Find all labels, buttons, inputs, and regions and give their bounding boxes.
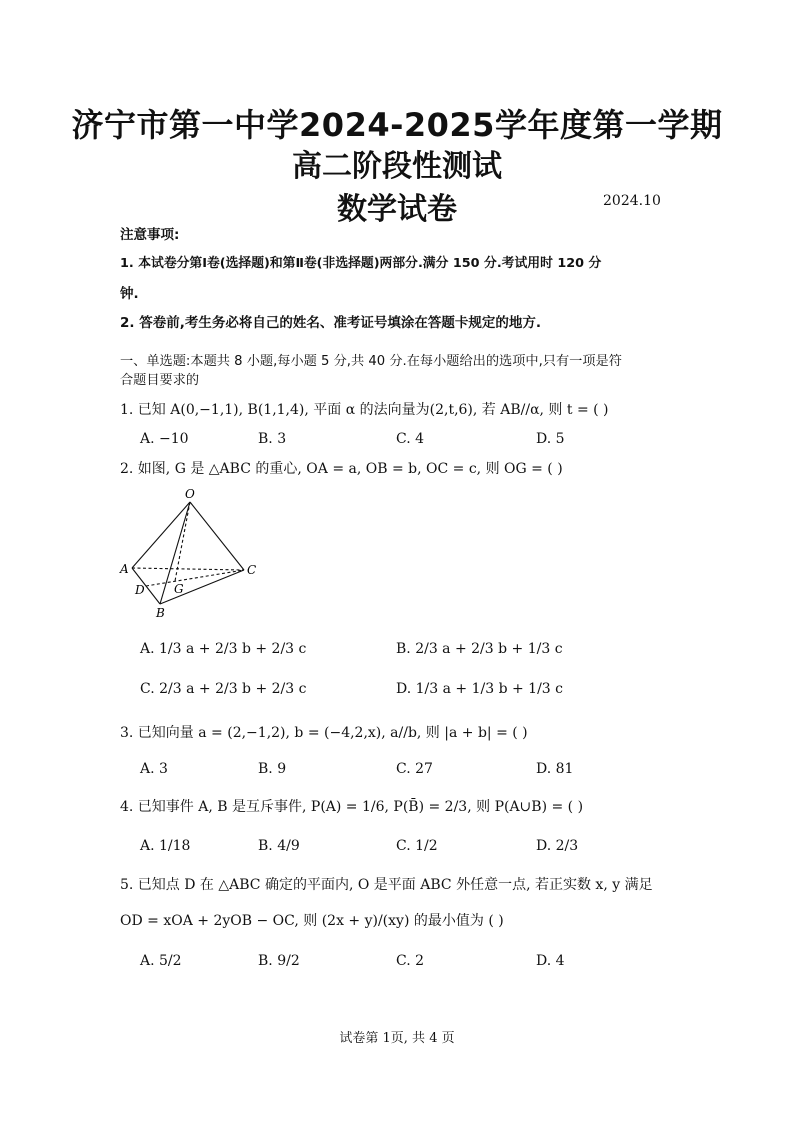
edge-oc [190, 502, 244, 570]
question-1-option-a: A. −10 [140, 431, 189, 447]
question-4-option-b: B. 4/9 [258, 838, 300, 854]
notice-item-1: 1. 本试卷分第Ⅰ卷(选择题)和第Ⅱ卷(非选择题)两部分.满分 150 分.考试用时 120 分 [120, 256, 602, 271]
question-5-option-c: C. 2 [396, 953, 425, 969]
label-o: O [185, 487, 195, 501]
label-a: A [120, 562, 129, 576]
question-3-stem: 3. 已知向量 a = (2,−1,2), b = (−4,2,x), a//b, 则 |a + b| = ( ) [120, 725, 528, 741]
question-2-option-a: A. 1/3 a + 2/3 b + 2/3 c [140, 641, 307, 657]
question-1-option-c: C. 4 [396, 431, 425, 447]
notice-item-2: 2. 答卷前,考生务必将自己的姓名、准考证号填涂在答题卡规定的地方. [120, 315, 541, 331]
page-footer: 试卷第 1页, 共 4 页 [339, 1031, 455, 1046]
edge-oa [132, 502, 190, 568]
question-5-option-a: A. 5/2 [140, 953, 182, 969]
notice-heading: 注意事项: [120, 227, 180, 243]
question-4-option-a: A. 1/18 [140, 838, 191, 854]
edge-bc [160, 570, 244, 604]
question-1-option-b: B. 3 [258, 431, 287, 447]
question-4-option-c: C. 1/2 [396, 838, 438, 854]
label-b: B [156, 606, 165, 620]
question-2-option-c: C. 2/3 a + 2/3 b + 2/3 c [140, 681, 307, 697]
question-1-stem: 1. 已知 A(0,−1,1), B(1,1,4), 平面 α 的法向量为(2,t,6), 若 AB//α, 则 t = ( ) [120, 402, 609, 418]
question-3-option-c: C. 27 [396, 761, 433, 777]
question-5-stem-cont: OD = xOA + 2yOB − OC, 则 (2x + y)/(xy) 的最小值为 ( ) [120, 913, 504, 929]
question-4-option-d: D. 2/3 [536, 838, 579, 854]
label-d: D [135, 583, 145, 597]
question-5-option-d: D. 4 [536, 953, 565, 969]
tetrahedron-figure [118, 484, 268, 620]
notice-item-1-cont: 钟. [120, 286, 139, 302]
question-2-stem: 2. 如图, G 是 △ABC 的重心, OA = a, OB = b, OC = c, 则 OG = ( ) [120, 461, 563, 477]
question-5-stem: 5. 已知点 D 在 △ABC 确定的平面内, O 是平面 ABC 外任意一点, 若正实数 x, y 满足 [120, 877, 653, 893]
section-heading-cont: 合题目要求的 [120, 373, 200, 388]
title-line-2: 高二阶段性测试 [292, 149, 502, 184]
edge-ac-hidden [132, 568, 244, 570]
median-dc [146, 570, 244, 586]
question-1-option-d: D. 5 [536, 431, 565, 447]
question-4-stem: 4. 已知事件 A, B 是互斥事件, P(A) = 1/6, P(B̄) = 2/3, 则 P(A∪B) = ( ) [120, 799, 584, 815]
exam-date: 2024.10 [603, 193, 661, 209]
question-2-option-d: D. 1/3 a + 1/3 b + 1/3 c [396, 681, 563, 697]
question-3-option-b: B. 9 [258, 761, 287, 777]
label-c: C [247, 563, 257, 577]
question-3-option-a: A. 3 [140, 761, 168, 777]
section-heading: 一、单选题:本题共 8 小题,每小题 5 分,共 40 分.在每小题给出的选项中,只有一项是符 [120, 354, 622, 369]
question-2-option-b: B. 2/3 a + 2/3 b + 1/3 c [396, 641, 563, 657]
question-5-option-b: B. 9/2 [258, 953, 300, 969]
question-3-option-d: D. 81 [536, 761, 574, 777]
label-g: G [174, 582, 184, 596]
title-line-3: 数学试卷 [337, 192, 457, 227]
title-line-1: 济宁市第一中学2024-2025学年度第一学期 [71, 106, 723, 144]
